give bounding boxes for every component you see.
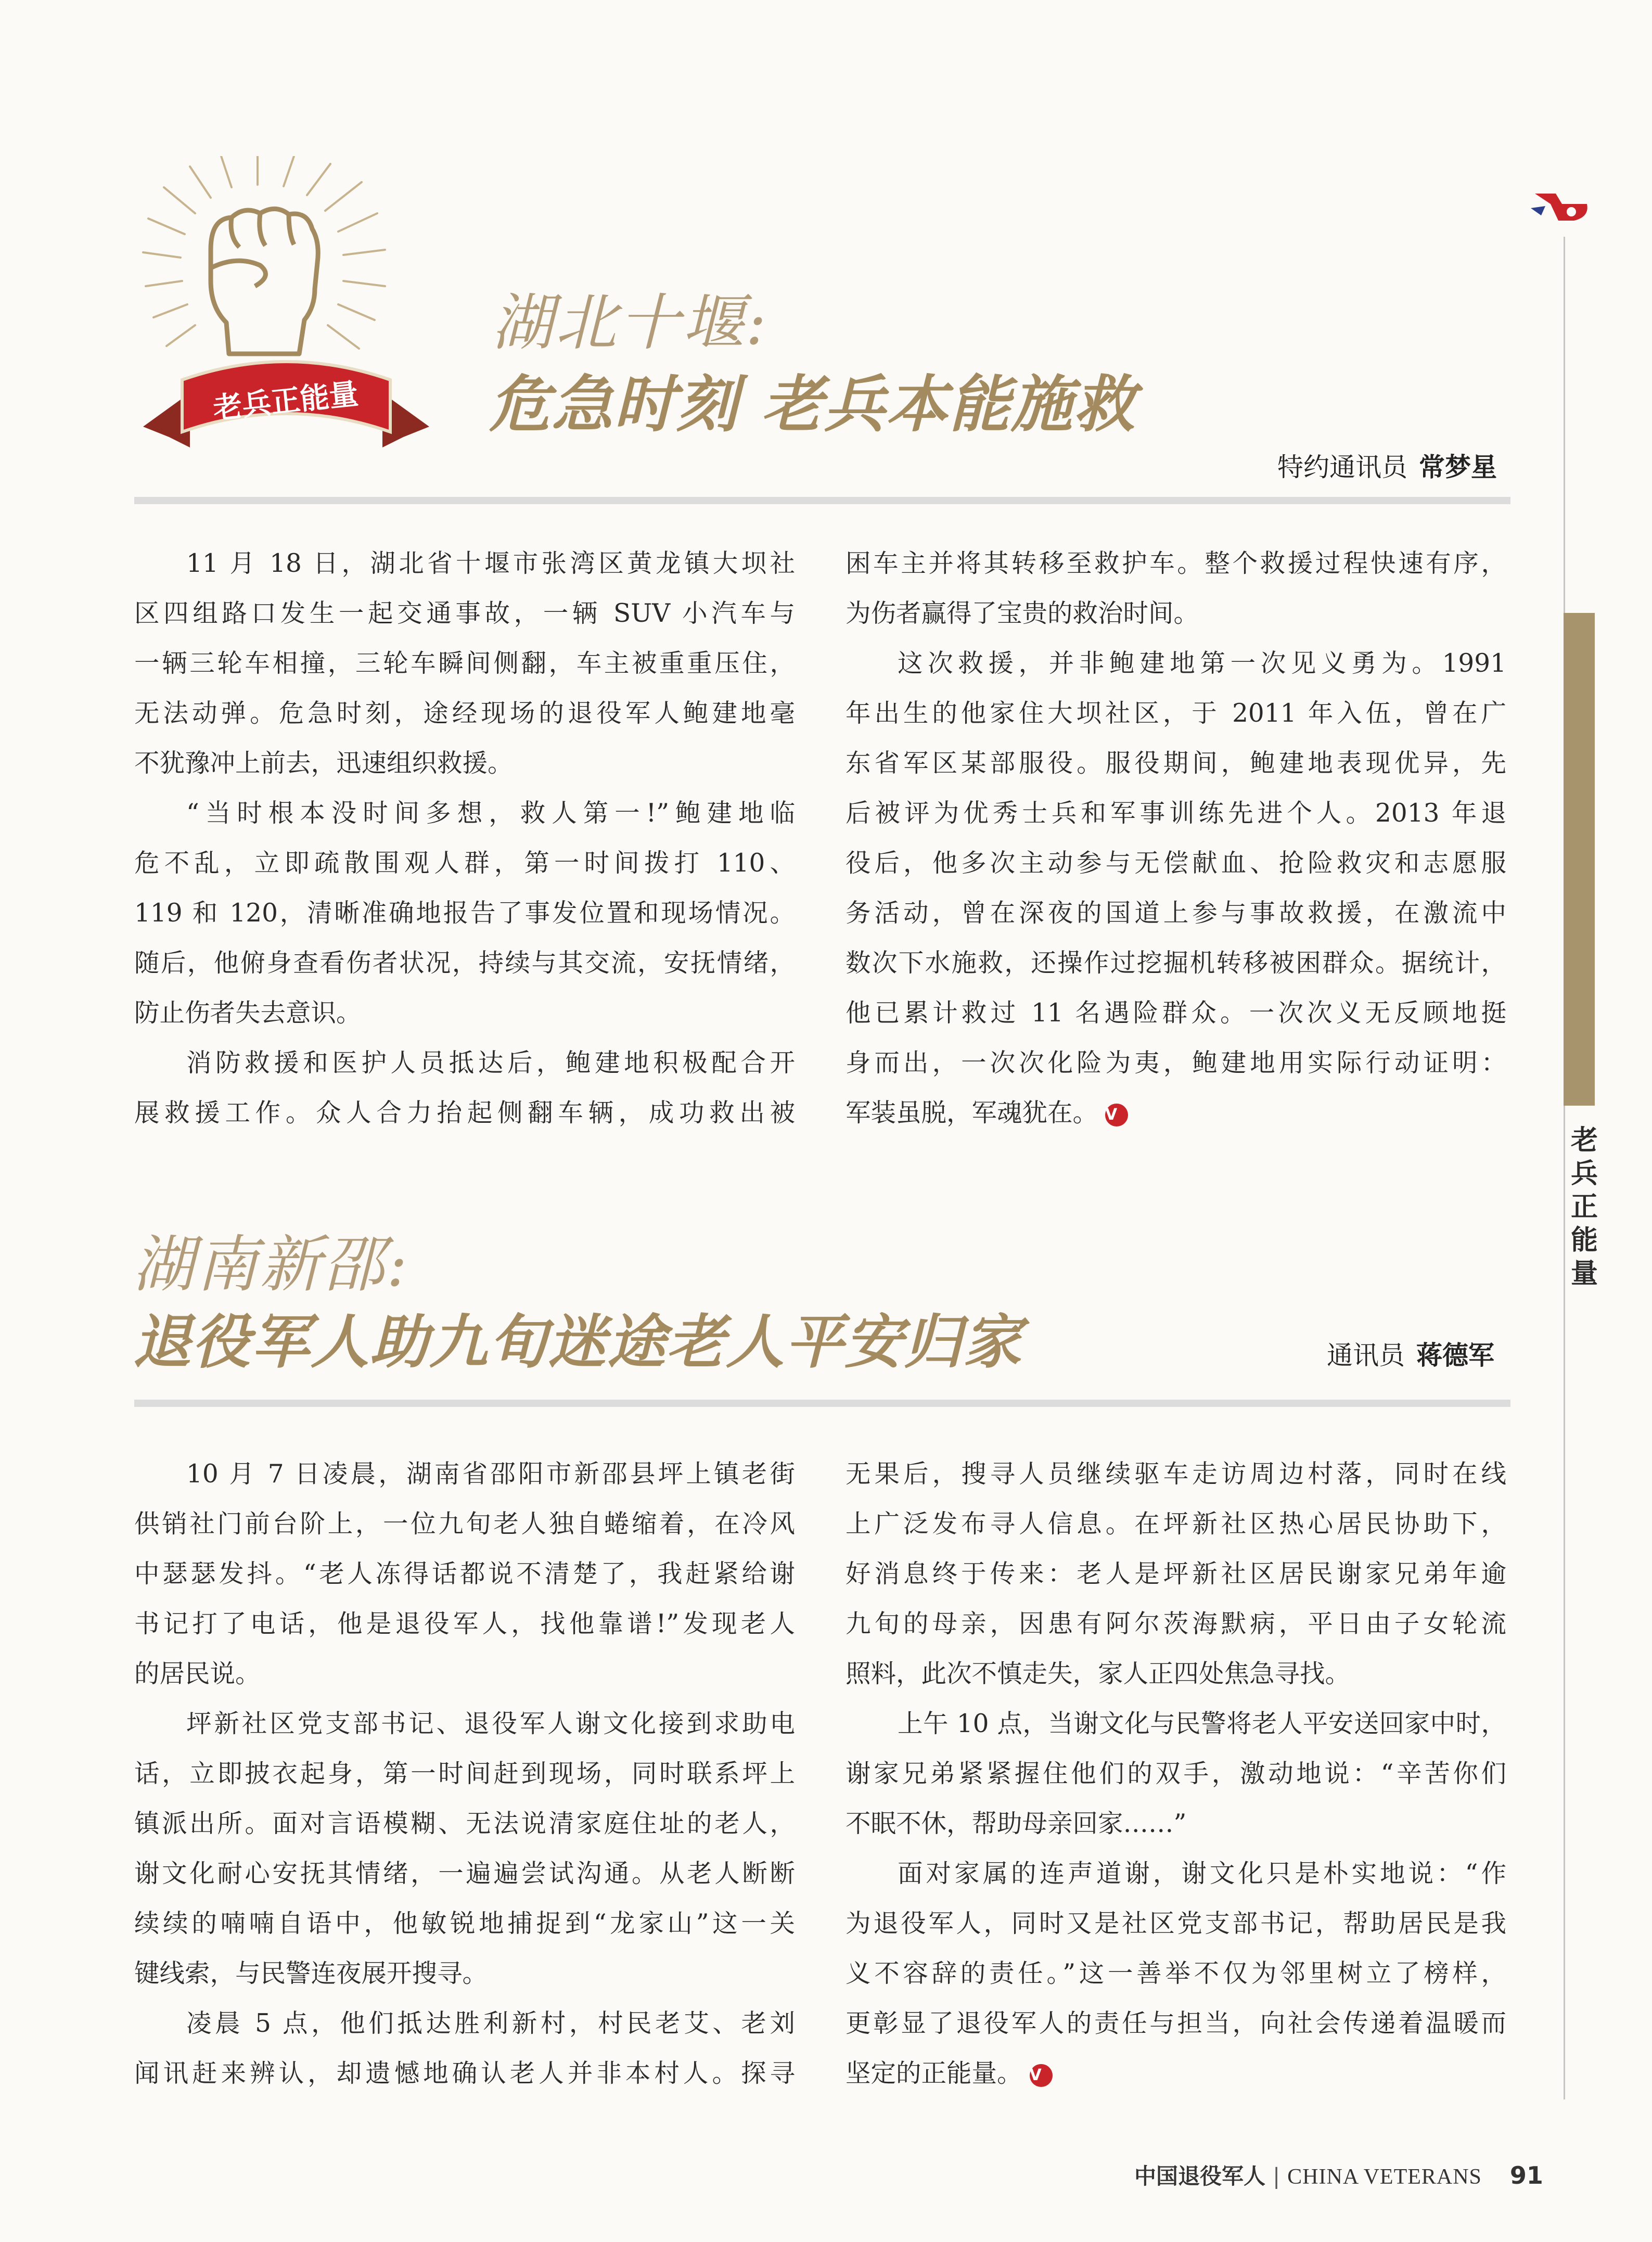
text-line: 危不乱，立即疏散围观人群，第一时间拨打 110、 [134, 849, 795, 878]
text-line: 11 月 18 日，湖北省十堰市张湾区黄龙镇大坝社 [186, 549, 795, 578]
text-line: 供销社门前台阶上，一位九旬老人独自蜷缩着，在冷风 [134, 1509, 795, 1539]
footer-magazine-en: CHINA VETERANS [1287, 2165, 1482, 2189]
text-line: 年出生的他家住大坝社区，于 2011 年入伍，曾在广 [846, 699, 1506, 728]
text-line: 闻讯赶来辨认，却遗憾地确认老人并非本村人。探寻 [134, 2059, 795, 2088]
text-line: 话，立即披衣起身，第一时间赶到现场，同时联系坪上 [134, 1759, 795, 1788]
footer-magazine-cn: 中国退役军人 [1134, 2163, 1266, 2189]
side-tab-bar [1564, 613, 1595, 1106]
text-line: 谢文化耐心安抚其情绪，一遍遍尝试沟通。从老人断断 [134, 1859, 795, 1888]
byline-name: 常梦星 [1419, 452, 1497, 482]
text-line: 谢家兄弟紧紧握住他们的双手，激动地说：“辛苦你们 [846, 1759, 1506, 1788]
text-line: 坚定的正能量。 V [846, 2048, 1506, 2098]
text-line: 随后，他俯身查看伤者状况，持续与其交流，安抚情绪， [134, 949, 795, 978]
text-line: 无法动弹。危急时刻，途经现场的退役军人鲍建地毫 [134, 699, 795, 728]
text-line: 不眠不休，帮助母亲回家……” [846, 1809, 1187, 1838]
text-line: 上广泛发布寻人信息。在坪新社区热心居民协助下， [846, 1509, 1506, 1539]
page-footer [1134, 2159, 1543, 2190]
article2-title: 退役军人助九旬迷途老人平安归家 [133, 1308, 1022, 1376]
byline-name: 蒋德军 [1416, 1340, 1494, 1370]
text-line: 不犹豫冲上前去，迅速组织救援。 [134, 749, 513, 778]
article1-right-column [846, 539, 1506, 1138]
article2-byline [1327, 1335, 1494, 1372]
text-line: 九旬的母亲，因患有阿尔茨海默病，平日由子女轮流 [846, 1609, 1506, 1638]
text-line: 为伤者赢得了宝贵的救治时间。 [846, 599, 1199, 628]
text-line: 119 和 120，清晰准确地报告了事发位置和现场情况。 [134, 899, 795, 928]
side-rule [1564, 237, 1565, 2099]
text-line: 10 月 7 日凌晨，湖南省邵阳市新邵县坪上镇老街 [186, 1459, 795, 1489]
text-line: 坪新社区党支部书记、退役军人谢文化接到求助电 [186, 1709, 795, 1738]
text-line: 务活动，曾在深夜的国道上参与事故救援，在激流中 [846, 899, 1506, 928]
text-line: 好消息终于传来：老人是坪新社区居民谢家兄弟年逾 [846, 1559, 1506, 1588]
text-line: 役后，他多次主动参与无偿献血、抢险救灾和志愿服 [846, 849, 1506, 878]
text-line: 凌晨 5 点，他们抵达胜利新村，村民老艾、老刘 [186, 2009, 795, 2038]
text-line: 数次下水施救，还操作过挖掘机转移被困群众。据统计， [846, 949, 1506, 978]
text-line: 区四组路口发生一起交通事故，一辆 SUV 小汽车与 [134, 599, 795, 628]
article1-left-column [134, 539, 795, 1138]
text-line: 军装虽脱，军魂犹在。 V [846, 1088, 1506, 1138]
text-line: 为退役军人，同时又是社区党支部书记，帮助居民是我 [846, 1909, 1506, 1938]
byline-role: 特约通讯员 [1277, 452, 1407, 482]
article2-divider [134, 1400, 1510, 1407]
text-line: 一辆三轮车相撞，三轮车瞬间侧翻，车主被重重压住， [134, 649, 795, 678]
text-line: 他已累计救过 11 名遇险群众。一次次义无反顾地挺 [846, 998, 1506, 1028]
emblem-ribbon-text: 老兵正能量 [211, 376, 360, 426]
text-line: 身而出，一次次化险为夷，鲍建地用实际行动证明： [846, 1048, 1506, 1078]
page-number: 91 [1509, 2161, 1543, 2189]
article1-title: 危急时刻 老兵本能施救 [489, 368, 1136, 440]
text-line: 困车主并将其转移至救护车。整个救援过程快速有序， [846, 549, 1506, 578]
article2-right-column [846, 1449, 1506, 2098]
article2-title-place: 湖南新邵: [133, 1228, 409, 1300]
article1-byline [1277, 446, 1497, 484]
text-line: 后被评为优秀士兵和军事训练先进个人。2013 年退 [846, 799, 1506, 828]
magazine-logo-icon [1530, 188, 1592, 225]
article2-left-column [134, 1449, 795, 2098]
text-line: 这次救援，并非鲍建地第一次见义勇为。1991 [898, 649, 1506, 678]
text-line: 中瑟瑟发抖。“老人冻得话都说不清楚了，我赶紧给谢 [134, 1559, 795, 1588]
text-line: 键线索，与民警连夜展开搜寻。 [134, 1959, 488, 1988]
text-line: 更彰显了退役军人的责任与担当，向社会传递着温暖而 [846, 2009, 1506, 2038]
text-line: 消防救援和医护人员抵达后，鲍建地积极配合开 [186, 1048, 795, 1078]
article1-divider [134, 497, 1510, 504]
text-line: 面对家属的连声道谢，谢文化只是朴实地说：“作 [898, 1859, 1506, 1888]
text-line: 上午 10 点，当谢文化与民警将老人平安送回家中时， [898, 1709, 1506, 1738]
text-line: 义不容辞的责任。”这一善举不仅为邻里树立了榜样， [846, 1959, 1506, 1988]
text-line: 镇派出所。面对言语模糊、无法说清家庭住址的老人， [134, 1809, 795, 1838]
side-tab-label: 老 兵 正 能 量 [1570, 1125, 1598, 1289]
text-line: 展救援工作。众人合力抬起侧翻车辆，成功救出被 [134, 1098, 795, 1128]
footer-separator: | [1273, 2163, 1280, 2189]
text-line: “当时根本没时间多想，救人第一!”鲍建地临 [186, 799, 795, 828]
text-line: 防止伤者失去意识。 [134, 998, 362, 1028]
text-line: 无果后，搜寻人员继续驱车走访周边村落，同时在线 [846, 1459, 1506, 1489]
text-line: 续续的喃喃自语中，他敏锐地捕捉到“龙家山”这一关 [134, 1909, 795, 1938]
text-line: 的居民说。 [134, 1659, 261, 1688]
end-mark-icon: V [1105, 1104, 1128, 1126]
byline-role: 通讯员 [1327, 1340, 1405, 1370]
text-line: 书记打了电话，他是退役军人，找他靠谱!”发现老人 [134, 1609, 795, 1638]
end-mark-icon: V [1030, 2064, 1053, 2087]
fist-emblem-icon [133, 156, 440, 473]
text-line: 照料，此次不慎走失，家人正四处焦急寻找。 [846, 1659, 1351, 1688]
article1-title-place: 湖北十堰: [492, 287, 769, 358]
text-line: 东省军区某部服役。服役期间，鲍建地表现优异，先 [846, 749, 1506, 778]
